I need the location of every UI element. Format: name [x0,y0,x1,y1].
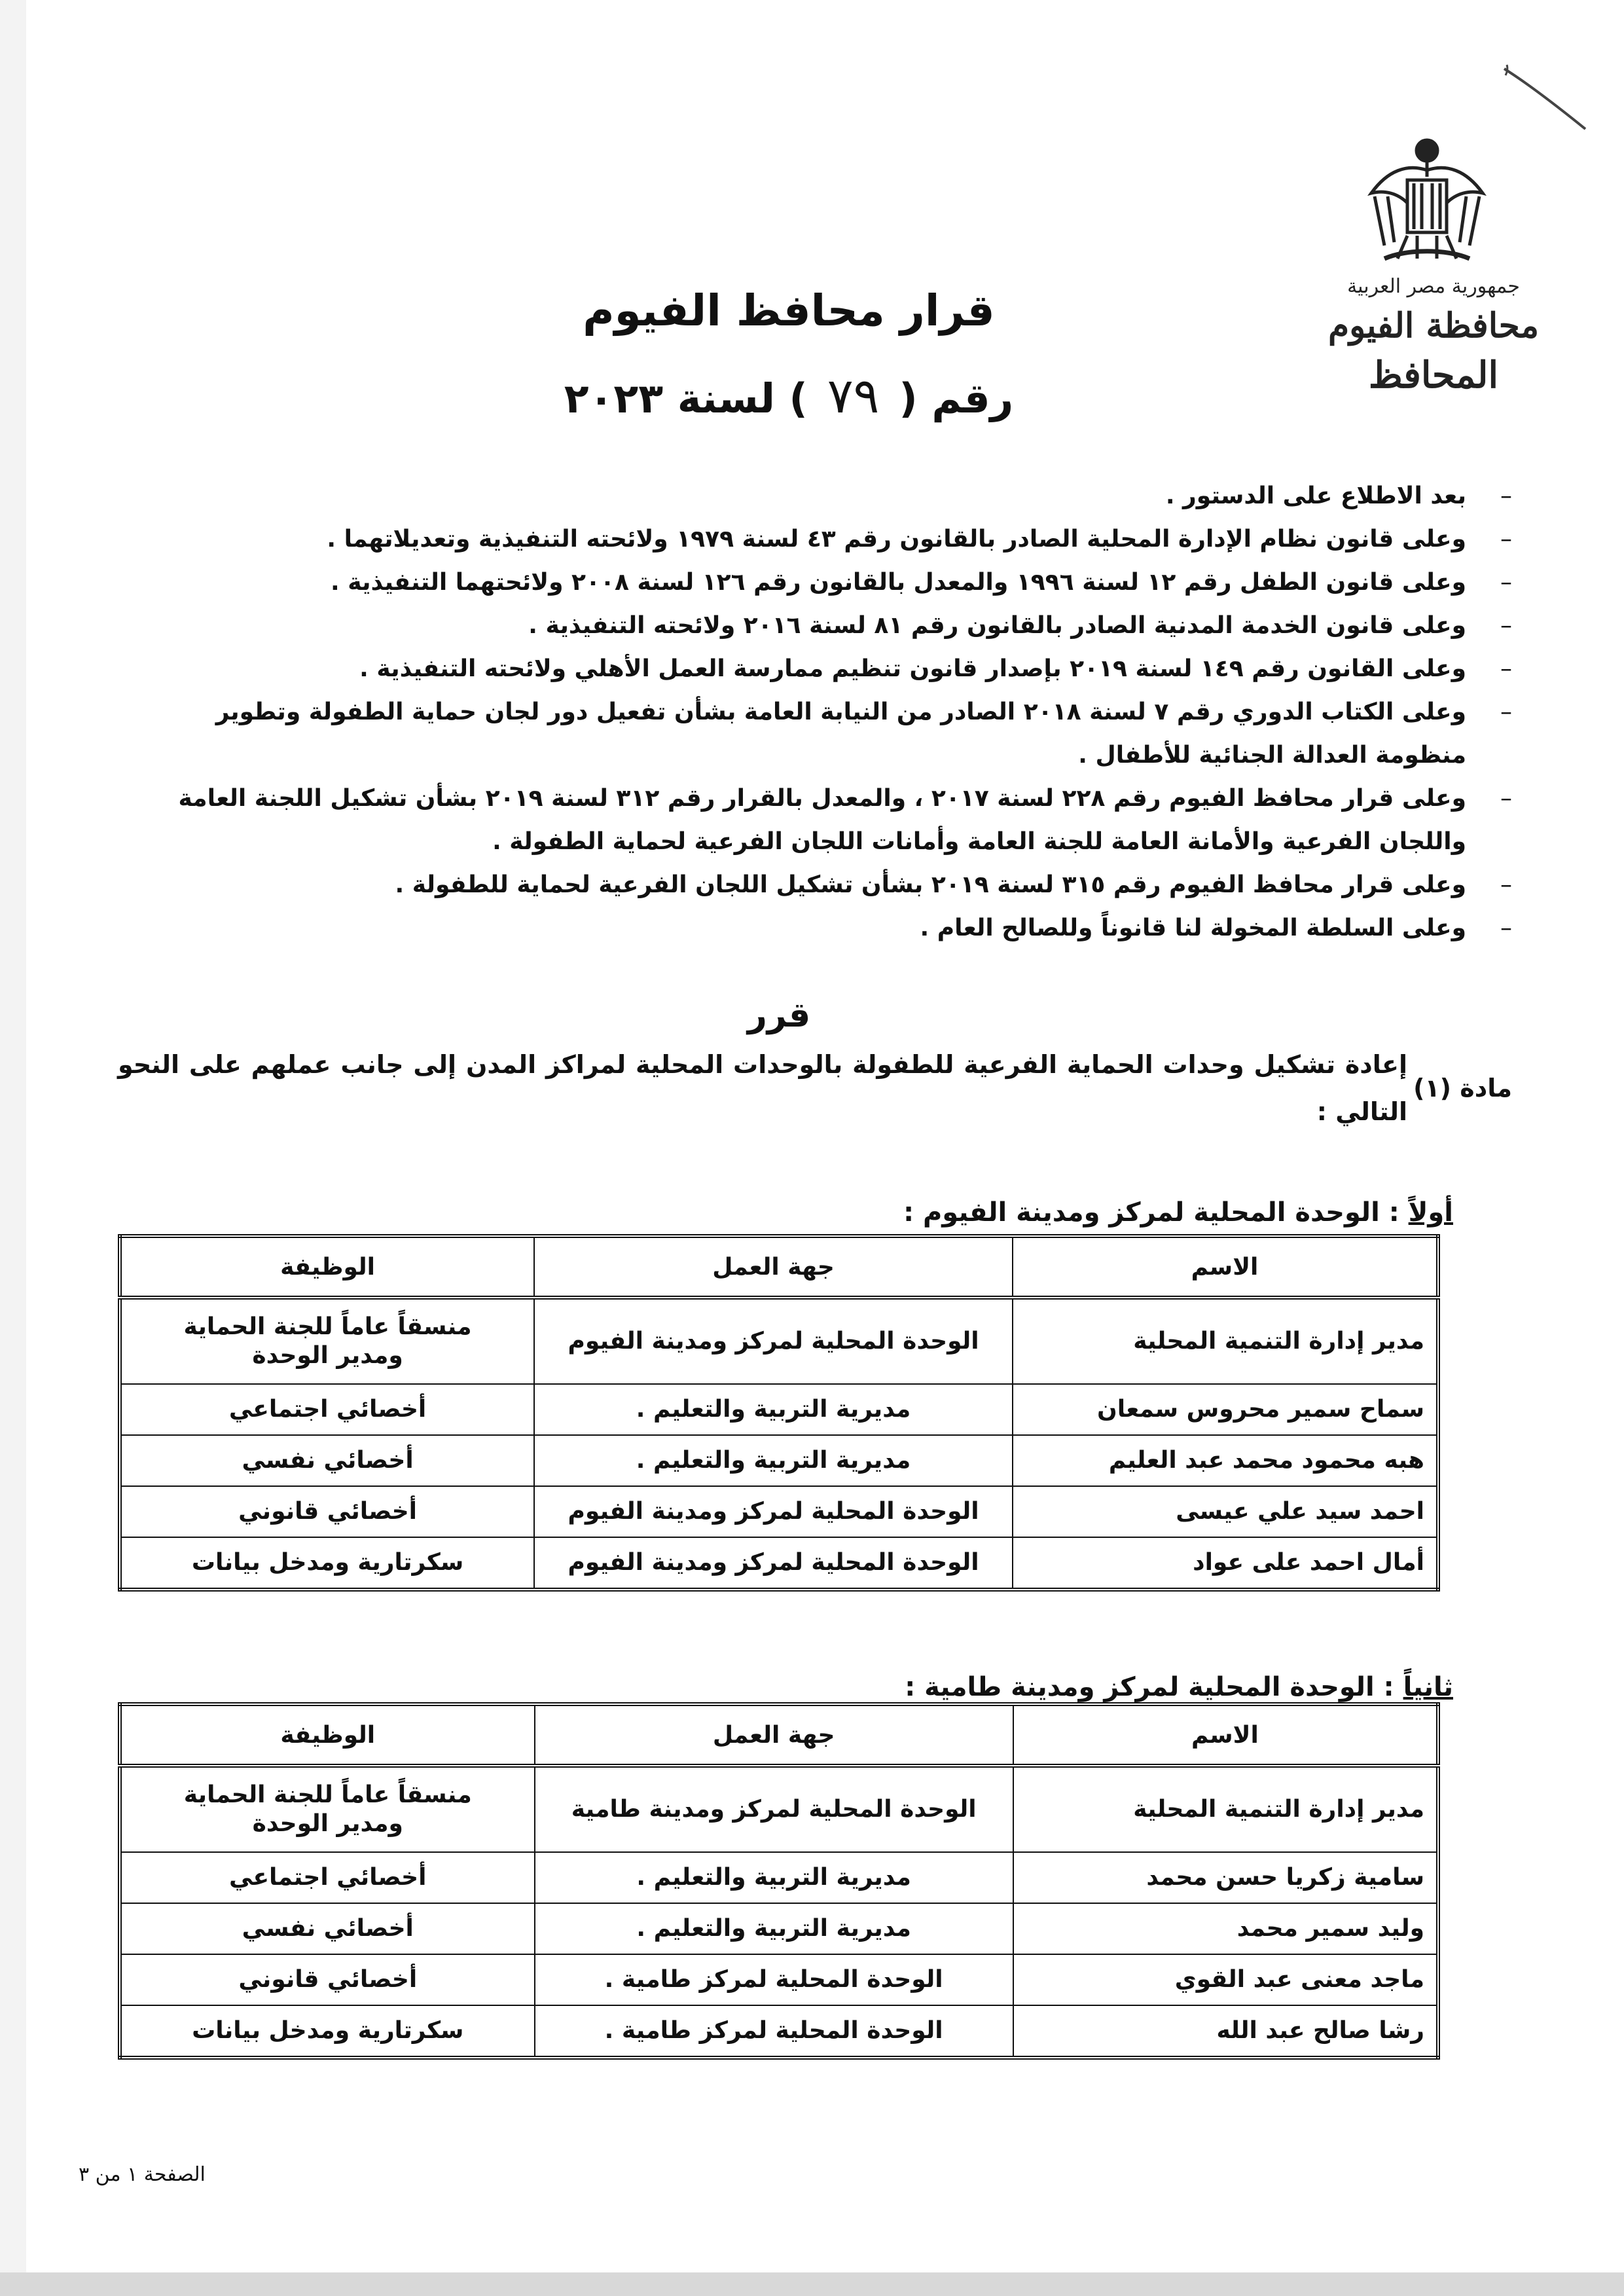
decree-number-prefix: رقم ( [899,374,1014,422]
cell-org: الوحدة المحلية لمركز ومدينة الفيوم [534,1537,1013,1590]
cell-job: أخصائي قانوني [120,1486,534,1537]
table-header-row [120,1704,1438,1766]
preamble-item: – وعلى قانون الطفل رقم ١٢ لسنة ١٩٩٦ والمعدل بالقانون رقم ١٢٦ لسنة ٢٠٠٨ ولائحتهما التنفيذية . [118,561,1512,604]
column-header-job: الوظيفة [120,1704,535,1766]
cell-org: الوحدة المحلية لمركز ومدينة الفيوم [534,1298,1013,1384]
table-row [120,1954,1438,2005]
preamble-item: – وعلى قرار محافظ الفيوم رقم ٢٢٨ لسنة ٢٠١٧ ، والمعدل بالقرار رقم ٣١٢ لسنة ٢٠١٩ بشأن تشكيل اللجنة العامة واللجان الفرعية والأمانة العامة للجنة العامة وأمانات اللجان الفرعية لحماية الطفولة . [118,777,1512,864]
cell-name: وليد سمير محمد [1013,1903,1438,1954]
scan-shadow [0,0,26,2296]
table-row [120,1852,1438,1903]
article-text: إعادة تشكيل وحدات الحماية الفرعية للطفولة بالوحدات المحلية لمراكز المدن إلى جانب عملهم على النحو التالي : [118,1050,1407,1126]
cell-job: أخصائي نفسي [120,1903,535,1954]
cell-job: أخصائي قانوني [120,1954,535,2005]
cell-name: سماح سمير محروس سمعان [1013,1384,1438,1435]
decree-number-line [511,367,1067,428]
table-header-row [120,1236,1438,1298]
page-number: الصفحة ١ من ٣ [79,2163,206,2186]
staff-table-fayoum [118,1234,1440,1592]
decree-number: ٧٩ [827,368,880,424]
staff-table-tamia [118,1702,1440,2060]
column-header-job: الوظيفة [120,1236,534,1298]
cell-job: أخصائي اجتماعي [120,1384,534,1435]
decree-title: قرار محافظ الفيوم [583,285,995,336]
cell-org: الوحدة المحلية لمركز طامية . [535,1954,1013,2005]
letterhead [1322,272,1545,400]
preamble-item: – وعلى القانون رقم ١٤٩ لسنة ٢٠١٩ بإصدار قانون تنظيم ممارسة العمل الأهلي ولائحته التنفيذية . [118,647,1512,691]
cell-job [120,1766,535,1852]
cell-org: مديرية التربية والتعليم . [534,1384,1013,1435]
table-row [120,1435,1438,1486]
section-ordinal: أولاً [1408,1197,1453,1228]
cell-name: احمد سيد علي عيسى [1013,1486,1438,1537]
table-row [120,1903,1438,1954]
scan-bottom-edge [0,2272,1624,2296]
cell-job [120,1298,534,1384]
cell-job-line1: منسقاً عاماً للجنة الحماية [183,1781,472,1808]
letterhead-governorate: محافظة الفيوم [1327,306,1540,346]
section-ordinal: ثانياً [1403,1672,1453,1702]
cell-name: رشا صالح عبد الله [1013,2005,1438,2058]
cell-job-line2: ومدير الوحدة [252,1342,403,1369]
decided-heading: قرر [747,996,811,1035]
table-row [120,1486,1438,1537]
cell-job: أخصائي اجتماعي [120,1852,535,1903]
article-label: مادة (١) [1413,1074,1512,1102]
table-row [120,1537,1438,1590]
decree-number-suffix: ) لسنة ٢٠٢٣ [564,374,808,422]
eagle-emblem-icon [1362,131,1492,268]
preamble-list [118,475,1512,950]
cell-name: مدير إدارة التنمية المحلية [1013,1298,1438,1384]
preamble-item: – وعلى السلطة المخولة لنا قانوناً وللصالح العام . [118,907,1512,950]
cell-name: أمال احمد على عواد [1013,1537,1438,1590]
cell-org: مديرية التربية والتعليم . [535,1852,1013,1903]
letterhead-country: جمهورية مصر العربية [1347,275,1520,298]
table-row [120,1298,1438,1384]
table-row [120,1384,1438,1435]
letterhead-office: المحافظ [1368,354,1499,397]
cell-name: ماجد معنى عبد القوي [1013,1954,1438,2005]
cell-name: مدير إدارة التنمية المحلية [1013,1766,1438,1852]
cell-job: سكرتارية ومدخل بيانات [120,1537,534,1590]
cell-job: سكرتارية ومدخل بيانات [120,2005,535,2058]
cell-job-line2: ومدير الوحدة [252,1810,403,1837]
cell-job-line1: منسقاً عاماً للجنة الحماية [183,1313,472,1340]
preamble-item: – بعد الاطلاع على الدستور . [118,475,1512,518]
cell-org: الوحدة المحلية لمركز طامية . [535,2005,1013,2058]
preamble-item: – وعلى الكتاب الدوري رقم ٧ لسنة ٢٠١٨ الصادر من النيابة العامة بشأن تفعيل دور لجان حماية الطفولة وتطوير منظومة العدالة الجنائية للأطفال . [118,691,1512,777]
column-header-org: جهة العمل [535,1704,1013,1766]
column-header-name: الاسم [1013,1704,1438,1766]
cell-org: الوحدة المحلية لمركز ومدينة طامية [535,1766,1013,1852]
preamble-item: – وعلى قرار محافظ الفيوم رقم ٣١٥ لسنة ٢٠١٩ بشأن تشكيل اللجان الفرعية لحماية للطفولة . [118,864,1512,907]
cell-job: أخصائي نفسي [120,1435,534,1486]
cell-org: مديرية التربية والتعليم . [535,1903,1013,1954]
column-header-name: الاسم [1013,1236,1438,1298]
cell-name: هبه محمود محمد عبد العليم [1013,1435,1438,1486]
cell-org: الوحدة المحلية لمركز ومدينة الفيوم [534,1486,1013,1537]
table-row [120,1766,1438,1852]
preamble-item: – وعلى قانون الخدمة المدنية الصادر بالقانون رقم ٨١ لسنة ٢٠١٦ ولائحته التنفيذية . [118,604,1512,647]
column-header-org: جهة العمل [534,1236,1013,1298]
table-row [120,2005,1438,2058]
section-heading-fayoum [589,1192,1453,1233]
section-title: : الوحدة المحلية لمركز ومدينة الفيوم : [903,1197,1399,1228]
section-title: : الوحدة المحلية لمركز ومدينة طامية : [905,1672,1394,1702]
cell-name: سامية زكريا حسن محمد [1013,1852,1438,1903]
cell-org: مديرية التربية والتعليم . [534,1435,1013,1486]
pen-stroke-mark [1499,62,1591,134]
article-1 [118,1041,1512,1135]
preamble-item: – وعلى قانون نظام الإدارة المحلية الصادر بالقانون رقم ٤٣ لسنة ١٩٧٩ ولائحته التنفيذية وتعديلاتهما . [118,518,1512,561]
